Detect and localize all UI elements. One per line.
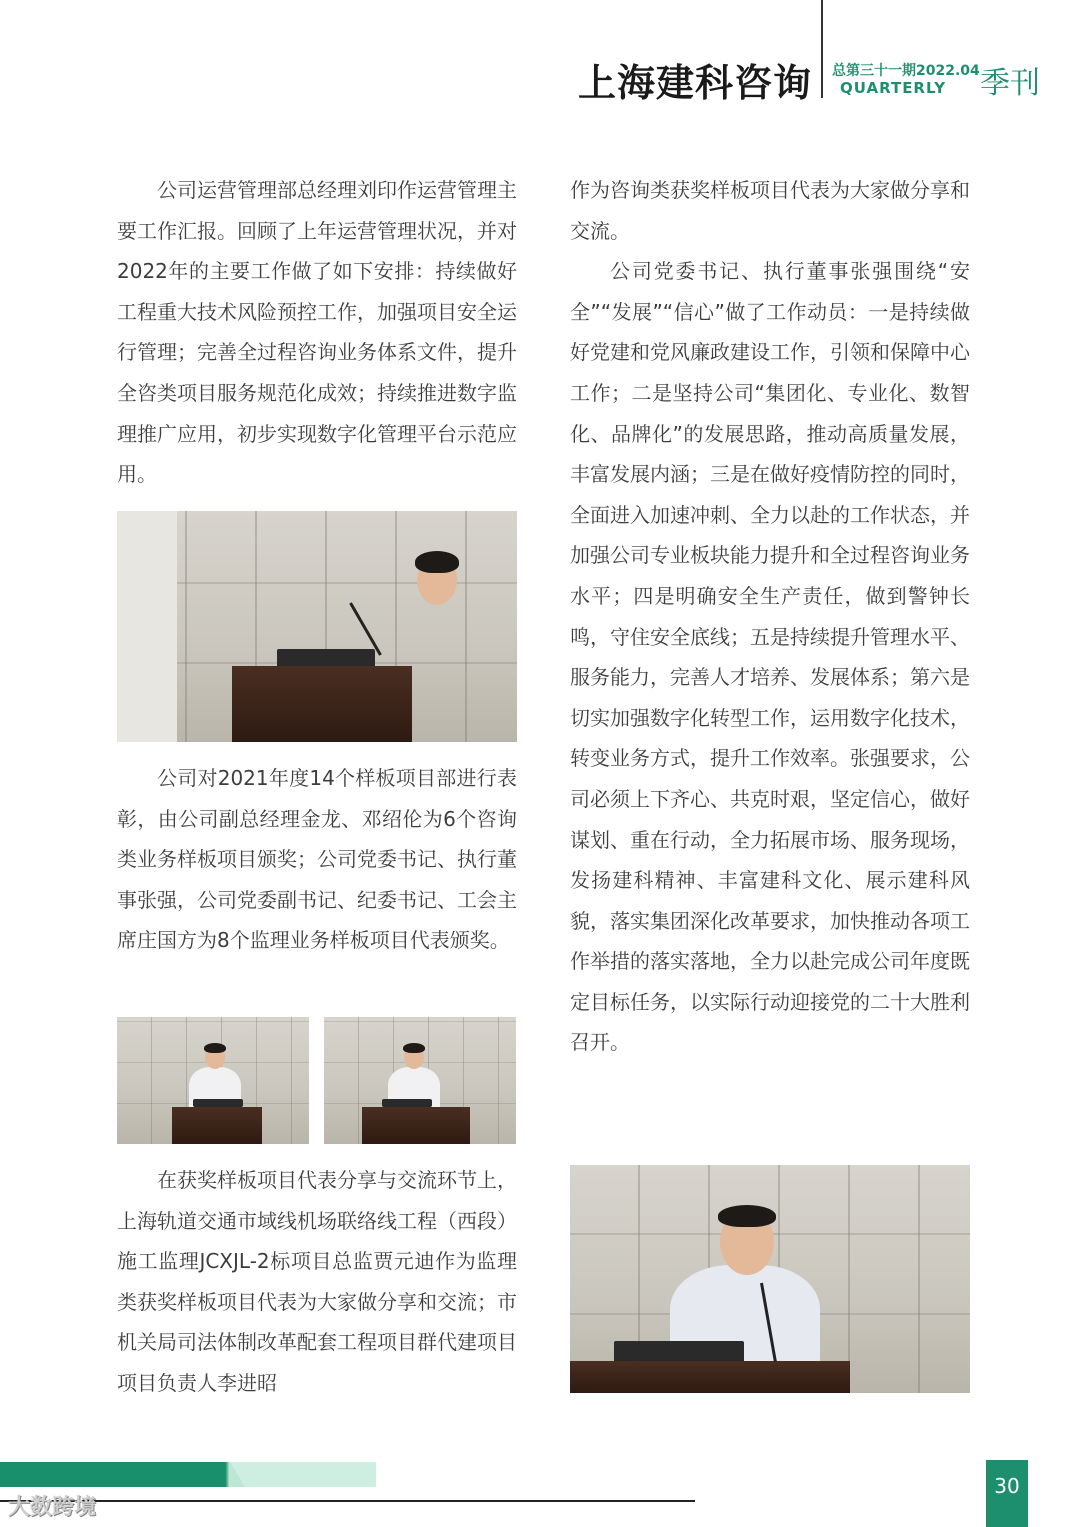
left-column-block-3 bbox=[117, 1160, 517, 1404]
masthead-quarterly: QUARTERLY bbox=[840, 79, 947, 97]
paragraph-awards: 公司对2021年度14个样板项目部进行表彰，由公司副总经理金龙、邓绍伦为6个咨询类业务样板项目颁奖；公司党委书记、执行董事张强，公司党委副书记、纪委书记、工会主席庄国方为8个监理业务样板项目代表颁奖。 bbox=[117, 766, 517, 953]
footer-band-light bbox=[225, 1462, 376, 1487]
left-column-block-2 bbox=[117, 758, 517, 961]
photo-speaker-2 bbox=[117, 1017, 309, 1144]
footer-line bbox=[0, 1500, 695, 1502]
paragraph-mobilization: 公司党委书记、执行董事张强围绕“安全”“发展”“信心”做了工作动员：一是持续做好党建和党风廉政建设工作，引领和保障中心工作；二是坚持公司“集团化、专业化、数智化、品牌化”的发展思路，推动高质量发展，丰富发展内涵；三是在做好疫情防控的同时，全面进入加速冲刺、全力以赴的工作状态，并加强公司专业板块能力提升和全过程咨询业务水平；四是明确安全生产责任，做到警钟长鸣，守住安全底线；五是持续提升管理水平、服务能力，完善人才培养、发展体系；第六是切实加强数字化转型工作，运用数字化技术，转变业务方式，提升工作效率。张强要求，公司必须上下齐心、共克时艰，坚定信心，做好谋划、重在行动，全力拓展市场、服务现场，发扬建科精神、丰富建科文化、展示建科风貌，落实集团深化改革要求，加快推动各项工作举措的落实落地，全力以赴完成公司年度既定目标任务，以实际行动迎接党的二十大胜利召开。 bbox=[570, 259, 970, 1055]
masthead-title: 上海建科咨询 bbox=[578, 61, 813, 105]
paragraph-ops-report: 公司运营管理部总经理刘印作运营管理主要工作汇报。回顾了上年运营管理状况，并对2022年的主要工作做了如下安排：持续做好工程重大技术风险预控工作，加强项目安全运行管理；完善全过程咨询业务体系文件，提升全咨类项目服务规范化成效；持续推进数字监理推广应用，初步实现数字化管理平台示范应用。 bbox=[117, 178, 517, 487]
photo-speaker-1 bbox=[117, 511, 517, 742]
photo-speaker-4 bbox=[570, 1165, 970, 1393]
right-column-block bbox=[570, 170, 970, 1063]
page-number: 30 bbox=[986, 1460, 1028, 1527]
left-column-block-1 bbox=[117, 170, 517, 495]
photo-speaker-3 bbox=[324, 1017, 516, 1144]
watermark: 大数跨境 bbox=[8, 1495, 97, 1520]
masthead-issue: 总第三十一期2022.04 bbox=[832, 63, 980, 79]
paragraph-sharing-continued: 作为咨询类获奖样板项目代表为大家做分享和交流。 bbox=[570, 178, 970, 243]
masthead-divider bbox=[821, 0, 823, 98]
masthead-jikan: 季刊 bbox=[980, 66, 1040, 101]
paragraph-sharing: 在获奖样板项目代表分享与交流环节上，上海轨道交通市域线机场联络线工程（西段）施工监理JCXJL-2标项目总监贾元迪作为监理类获奖样板项目代表为大家做分享和交流；市机关局司法体制改革配套工程项目群代建项目项目负责人李进昭 bbox=[117, 1168, 517, 1395]
